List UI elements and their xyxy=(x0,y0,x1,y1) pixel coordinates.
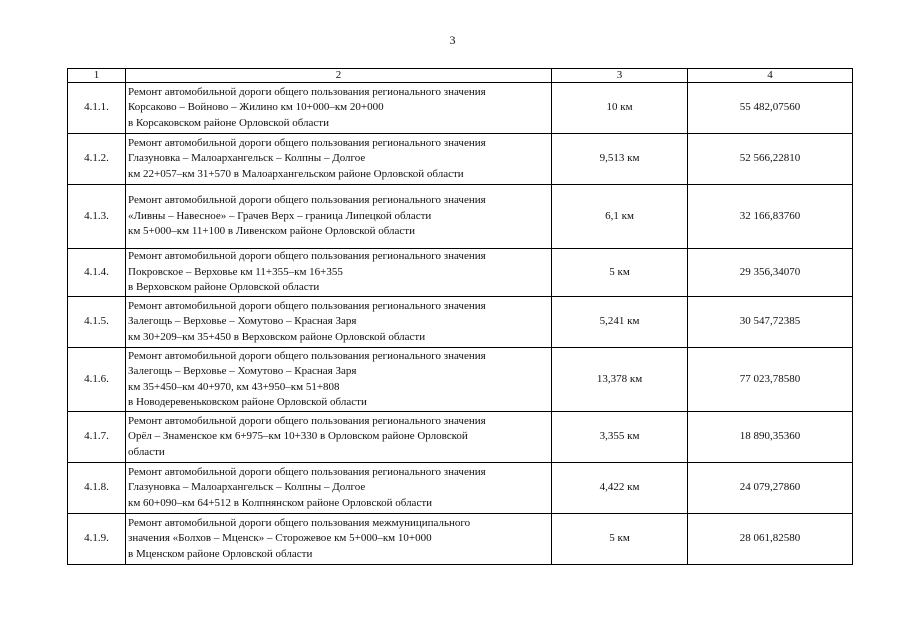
row-length: 3,355 км xyxy=(552,412,688,463)
description-line: км 30+209–км 35+450 в Верховском районе Орловской области xyxy=(128,330,426,343)
description-line: в Новодеревеньковском районе Орловской области xyxy=(128,396,367,408)
row-amount: 32 166,83760 xyxy=(688,185,853,249)
description-line: Глазуновка – Малоархангельск – Колпны – Долгое xyxy=(128,152,366,165)
row-number: 4.1.7. xyxy=(68,412,126,463)
description-line: Корсаково – Войново – Жилино км 10+000–км 20+000 xyxy=(128,101,384,114)
description-line: Ремонт автомобильной дороги общего пользования регионального значения xyxy=(128,465,486,478)
description-line: Ремонт автомобильной дороги общего пользования регионального значения xyxy=(128,250,486,263)
table-row xyxy=(68,514,853,565)
row-amount: 55 482,07560 xyxy=(688,83,853,134)
description-line: Глазуновка – Малоархангельск – Колпны – Долгое xyxy=(128,481,366,494)
description-line: Залегощь – Верховье – Хомутово – Красная Заря xyxy=(128,315,357,328)
header-col-3: 3 xyxy=(552,69,688,83)
table-body xyxy=(68,83,853,565)
table-header xyxy=(68,69,853,83)
row-amount: 77 023,78580 xyxy=(688,348,853,412)
page-number: 3 xyxy=(449,33,456,47)
description-line: в Верховском районе Орловской области xyxy=(128,281,320,294)
description-line: в Мценском районе Орловской области xyxy=(128,547,313,560)
header-col-1: 1 xyxy=(68,69,126,83)
description-line: Ремонт автомобильной дороги общего пользования регионального значения xyxy=(128,299,486,312)
row-amount: 29 356,34070 xyxy=(688,249,853,297)
description-line: Залегощь – Верховье – Хомутово – Красная Заря xyxy=(128,365,357,377)
header-row xyxy=(68,69,853,83)
row-number: 4.1.6. xyxy=(68,348,126,412)
description-line: Ремонт автомобильной дороги общего пользования регионального значения xyxy=(128,194,486,207)
row-number: 4.1.5. xyxy=(68,297,126,348)
row-length: 9,513 км xyxy=(552,134,688,185)
row-description xyxy=(126,249,552,297)
description-line: «Ливны – Навесное» – Грачев Верх – граница Липецкой области xyxy=(128,209,432,222)
row-amount: 24 079,27860 xyxy=(688,463,853,514)
row-number: 4.1.1. xyxy=(68,83,126,134)
row-length: 5,241 км xyxy=(552,297,688,348)
description-line: Орёл – Знаменское км 6+975–км 10+330 в Орловском районе Орловской xyxy=(128,430,468,443)
row-description xyxy=(126,412,552,463)
row-amount: 30 547,72385 xyxy=(688,297,853,348)
description-line: км 35+450–км 40+970, км 43+950–км 51+808 xyxy=(128,380,340,393)
table-row xyxy=(68,134,853,185)
row-amount: 28 061,82580 xyxy=(688,514,853,565)
description-line: Ремонт автомобильной дороги общего пользования регионального значения xyxy=(128,349,486,362)
row-description xyxy=(126,463,552,514)
description-line: значения «Болхов – Мценск» – Сторожевое км 5+000–км 10+000 xyxy=(128,532,432,545)
row-description xyxy=(126,185,552,249)
row-number: 4.1.8. xyxy=(68,463,126,514)
description-line: области xyxy=(128,445,165,458)
description-line: Ремонт автомобильной дороги общего пользования межмуниципального xyxy=(128,516,471,529)
row-description xyxy=(126,348,552,412)
row-length: 5 км xyxy=(552,249,688,297)
description-line: км 60+090–км 64+512 в Колпнянском районе Орловской области xyxy=(128,496,433,509)
description-line: км 22+057–км 31+570 в Малоархангельском районе Орловской области xyxy=(128,167,464,180)
header-col-4: 4 xyxy=(688,69,853,83)
table-row xyxy=(68,348,853,412)
table-row xyxy=(68,249,853,297)
table-row xyxy=(68,185,853,249)
row-amount: 18 890,35360 xyxy=(688,412,853,463)
header-col-2: 2 xyxy=(126,69,552,83)
description-line: Ремонт автомобильной дороги общего пользования регионального значения xyxy=(128,136,486,149)
works-table xyxy=(67,68,853,565)
row-length: 5 км xyxy=(552,514,688,565)
description-line: Ремонт автомобильной дороги общего пользования регионального значения xyxy=(128,414,486,427)
table-row xyxy=(68,412,853,463)
row-amount: 52 566,22810 xyxy=(688,134,853,185)
row-number: 4.1.9. xyxy=(68,514,126,565)
row-number: 4.1.3. xyxy=(68,185,126,249)
table-row xyxy=(68,463,853,514)
table-row xyxy=(68,83,853,134)
row-length: 13,378 км xyxy=(552,348,688,412)
row-description xyxy=(126,514,552,565)
description-line: Покровское – Верховье км 11+355–км 16+355 xyxy=(128,265,343,278)
description-line: в Корсаковском районе Орловской области xyxy=(128,116,329,129)
row-length: 4,422 км xyxy=(552,463,688,514)
table-row xyxy=(68,297,853,348)
row-description xyxy=(126,134,552,185)
row-number: 4.1.4. xyxy=(68,249,126,297)
row-length: 10 км xyxy=(552,83,688,134)
row-description xyxy=(126,83,552,134)
row-number: 4.1.2. xyxy=(68,134,126,185)
description-line: км 5+000–км 11+100 в Ливенском районе Орловской области xyxy=(128,225,415,238)
row-description xyxy=(126,297,552,348)
description-line: Ремонт автомобильной дороги общего пользования регионального значения xyxy=(128,85,486,98)
row-length: 6,1 км xyxy=(552,185,688,249)
